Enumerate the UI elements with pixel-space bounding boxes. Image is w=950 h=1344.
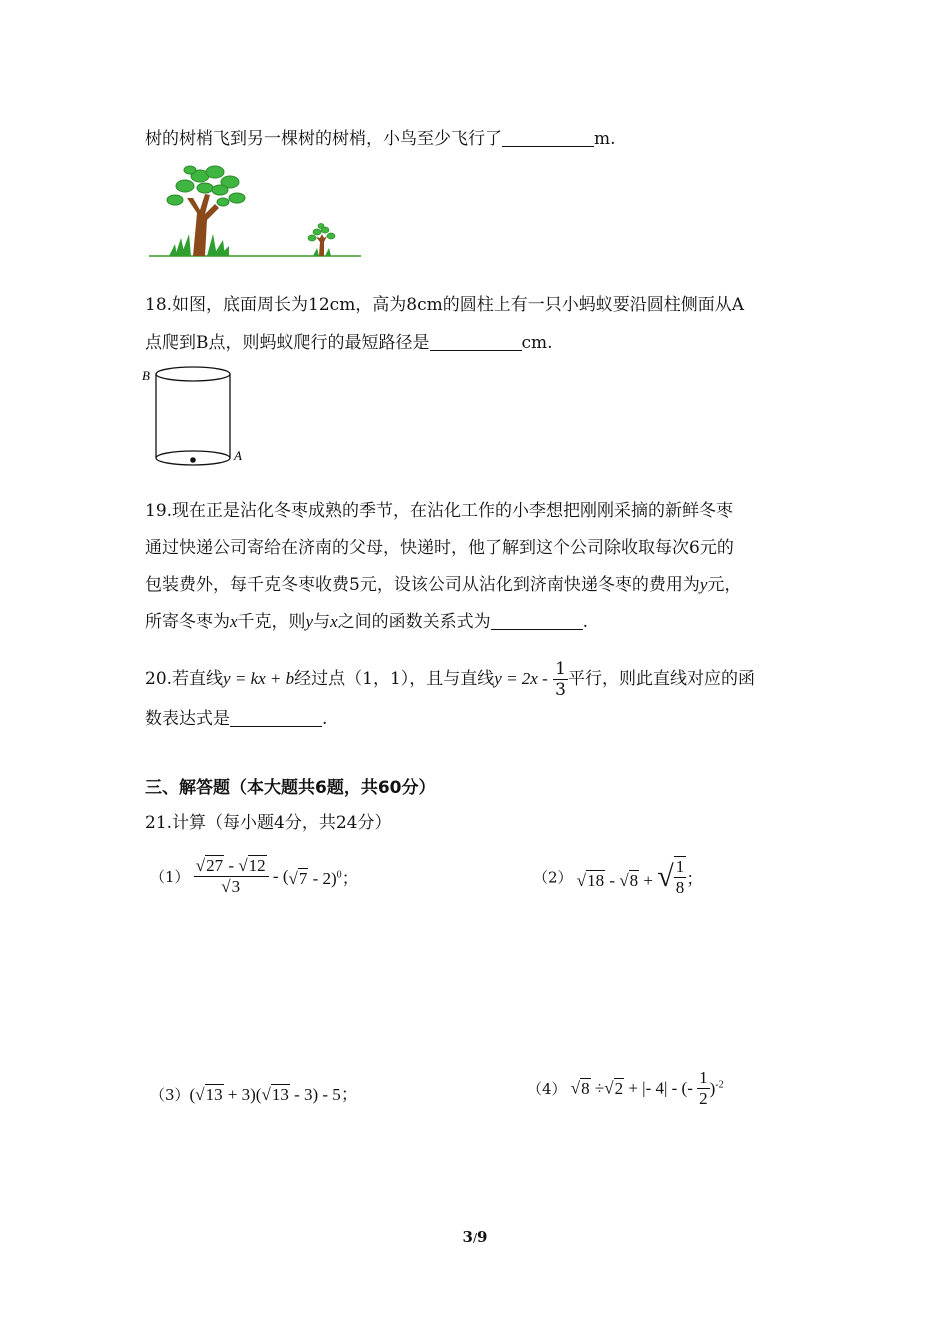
point-b-label: B: [142, 368, 150, 383]
cylinder-figure: [138, 362, 253, 470]
radicand: 2: [614, 1078, 624, 1098]
exponent: -2: [715, 1078, 724, 1090]
radicand: 8: [629, 871, 639, 890]
problem-4: （4） √8 ÷√2 + |- 4| - (- $\frac{1}{2}$ )$^{-2}$: [527, 1068, 724, 1108]
problem-label: （3）: [150, 1086, 190, 1104]
q21-title: 21.计算（每小题4分，共24分）: [145, 813, 392, 833]
fraction-denominator: 3: [555, 680, 566, 700]
q20-text: 数表达式是: [145, 709, 230, 729]
operator: - 3) - 5: [289, 1085, 341, 1104]
answer-blank: [502, 128, 594, 147]
q20-equation1: y = kx + b: [223, 669, 295, 688]
q17-unit: m.: [594, 129, 616, 149]
fraction-denominator: √3: [221, 877, 241, 896]
answer-blank: [230, 708, 322, 727]
operator: + 3)(: [223, 1085, 262, 1104]
radicand: 8: [581, 1078, 590, 1098]
fraction-numerator: √27 - √12: [194, 856, 269, 877]
problem-label: （2）: [533, 868, 573, 887]
var-y: y: [699, 575, 708, 594]
q18-line1: 18.如图，底面周长为12cm，高为8cm的圆柱上有一只小蚂蚁要沿圆柱侧面从A: [145, 295, 745, 315]
radicand: 13: [205, 1085, 223, 1104]
var-y: y: [305, 612, 314, 631]
q20-line2: [145, 708, 327, 730]
fraction-denominator: 8: [675, 878, 685, 897]
fraction: [674, 856, 687, 898]
q19-line1: 19.现在正是沾化冬枣成熟的季节，在沾化工作的小李想把刚刚采摘的新鲜冬枣: [145, 501, 734, 521]
exponent: 0: [336, 869, 342, 881]
punctuation: ；: [686, 869, 704, 890]
fraction-denominator: 2: [699, 1089, 708, 1108]
q20-text: 经过点（1，1），且与直线: [294, 669, 495, 689]
problem-1: （1） $\frac{√27 - √12}{√3}$ - (√7 - 2)$^0$；: [150, 856, 359, 896]
q20-equation2: y = 2x -: [494, 669, 548, 688]
answer-blank: [430, 332, 522, 351]
fraction: [697, 1068, 710, 1109]
radicand: 13: [271, 1085, 289, 1104]
fraction-numerator: 1: [555, 659, 566, 679]
problem-label: （4）: [527, 1080, 567, 1098]
operator: ): [709, 1078, 716, 1098]
page-total: 9: [477, 1228, 488, 1246]
q19-text: .: [582, 612, 589, 632]
page-current: 3: [462, 1228, 473, 1246]
section-heading: 三、解答题（本大题共6题，共60分）: [145, 778, 436, 798]
q18-unit: cm.: [521, 333, 553, 353]
q19-line2: 通过快递公司寄给在济南的父母，快递时，他了解到这个公司除收取每次6元的: [145, 538, 734, 558]
q19-text: 所寄冬枣为: [145, 612, 230, 632]
operator: +: [639, 871, 658, 890]
fraction: [553, 659, 568, 700]
q19-line4: [145, 611, 588, 633]
fraction: [194, 856, 269, 897]
punctuation: ；: [340, 1085, 358, 1105]
q20-text: .: [322, 709, 328, 729]
radicand: 27: [206, 856, 224, 875]
q18-line2: [145, 332, 553, 354]
q20-text: 20.若直线: [145, 669, 224, 689]
q19-text: 与: [313, 612, 331, 632]
point-a-label: A: [234, 448, 242, 463]
answer-blank: [491, 611, 583, 630]
q19-text: 之间的函数关系式为: [337, 612, 491, 632]
var-x: x: [330, 612, 338, 631]
radicand: 3: [231, 877, 241, 896]
problem-2: （2） √18 - √8 + √ $\frac{1}{8}$ ；: [533, 857, 704, 897]
radicand: 7: [298, 869, 308, 888]
q17-line: [145, 128, 616, 150]
q20-text: 平行，则此直线对应的函: [568, 669, 755, 689]
q17-text: 树的树梢飞到另一棵树的树梢，小鸟至少飞行了: [145, 129, 502, 149]
q19-text: 包装费外，每千克冬枣收费5元，设该公司从沾化到济南快递冬枣的费用为: [145, 575, 700, 595]
operator: -: [605, 871, 620, 890]
q20-line1: [145, 657, 755, 701]
var-x: x: [230, 612, 238, 631]
q19-text: 元，: [707, 575, 742, 595]
trees-illustration: [145, 158, 365, 262]
operator: -: [224, 856, 239, 875]
q18-text: 点爬到B点，则蚂蚁爬行的最短路径是: [145, 333, 430, 353]
q19-line3: [145, 574, 741, 596]
operator: + |- 4| - (-: [624, 1078, 698, 1098]
radicand: 18: [587, 871, 605, 890]
problem-label: （1）: [150, 868, 190, 886]
fraction-numerator: 1: [675, 857, 685, 876]
problem-3: （3）(√13 + 3)(√13 - 3) - 5；: [150, 1085, 358, 1105]
page-number: [0, 1228, 950, 1246]
operator: - (: [268, 866, 289, 886]
operator: (: [189, 1085, 196, 1104]
fraction-numerator: 1: [699, 1068, 708, 1087]
radicand: 12: [248, 856, 266, 875]
q19-text: 千克，则: [237, 612, 306, 632]
operator: - 2): [308, 869, 337, 888]
punctuation: ；: [341, 869, 359, 889]
page-separator: /: [472, 1231, 478, 1245]
operator: ÷: [590, 1078, 605, 1098]
